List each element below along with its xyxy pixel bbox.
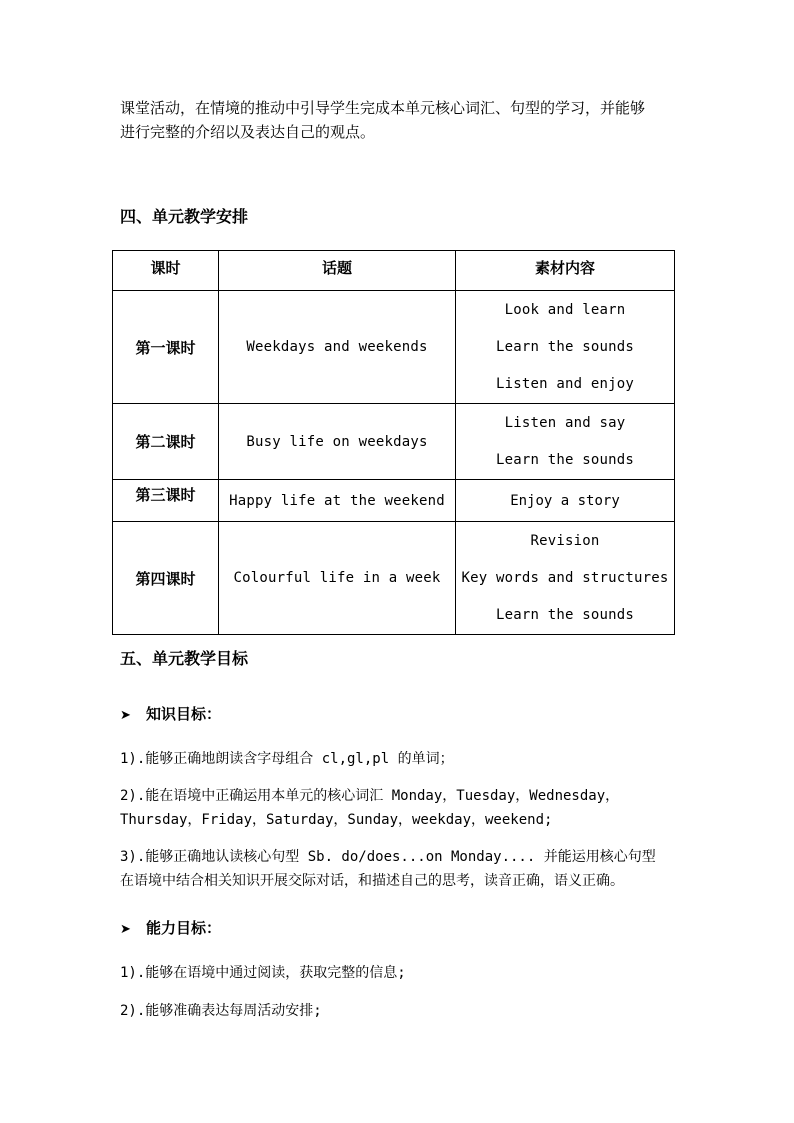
table-row — [113, 404, 675, 480]
arrowhead-bullet-icon: ➤ — [120, 922, 131, 937]
ability-goals-heading — [120, 917, 221, 941]
header-topic: 话题 — [219, 251, 456, 291]
ability-goal-2: 2).能够准确表达每周活动安排; — [120, 1003, 322, 1019]
material-item: Listen and say — [504, 414, 626, 431]
material-item: Enjoy a story — [510, 492, 620, 509]
topic-cell: Colourful life in a week — [219, 522, 456, 635]
table-row — [113, 480, 675, 522]
teaching-schedule-table — [112, 250, 675, 635]
intro-line-2: 进行完整的介绍以及表达自己的观点。 — [120, 123, 376, 141]
lesson-cell: 第二课时 — [113, 404, 219, 480]
arrowhead-bullet-icon: ➤ — [120, 708, 131, 723]
section-5-title: 五、单元教学目标 — [120, 649, 249, 668]
material-item: Learn the sounds — [495, 606, 635, 623]
knowledge-goal-2-line-1: 2).能在语境中正确运用本单元的核心词汇 Monday，Tuesday，Wednesday， — [120, 788, 620, 804]
section-4-title: 四、单元教学安排 — [120, 207, 249, 226]
material-item: Learn the sounds — [495, 451, 635, 468]
materials-cell — [456, 404, 675, 480]
materials-cell — [456, 291, 675, 404]
knowledge-goal-3-line-2: 在语境中结合相关知识开展交际对话，和描述自己的思考，读音正确，语义正确。 — [120, 873, 624, 889]
topic-cell: Weekdays and weekends — [219, 291, 456, 404]
knowledge-goal-1: 1).能够正确地朗读含字母组合 cl,gl,pl 的单词； — [120, 751, 454, 767]
topic-cell: Happy life at the weekend — [219, 480, 456, 522]
materials-cell — [456, 480, 675, 522]
intro-line-1: 课堂活动，在情境的推动中引导学生完成本单元核心词汇、句型的学习，并能够 — [120, 99, 646, 117]
material-item: Look and learn — [504, 301, 626, 318]
knowledge-goal-2-line-2: Thursday，Friday，Saturday，Sunday，weekday，weekend; — [120, 812, 553, 828]
header-lesson: 课时 — [113, 251, 219, 291]
lesson-cell: 第三课时 — [113, 480, 219, 522]
table-row — [113, 291, 675, 404]
table-header-row — [113, 251, 675, 291]
table-row — [113, 522, 675, 635]
material-item: Key words and structures — [461, 569, 669, 586]
materials-cell — [456, 522, 675, 635]
lesson-cell: 第一课时 — [113, 291, 219, 404]
ability-goal-1: 1).能够在语境中通过阅读，获取完整的信息; — [120, 965, 406, 981]
knowledge-goal-3-line-1: 3).能够正确地认读核心句型 Sb. do/does...on Monday.... 并能运用核心句型 — [120, 849, 656, 865]
knowledge-goals-heading — [120, 703, 221, 727]
header-materials: 素材内容 — [456, 251, 675, 291]
lesson-cell: 第四课时 — [113, 522, 219, 635]
material-item: Listen and enjoy — [495, 375, 635, 392]
knowledge-goals-label: 知识目标： — [146, 705, 222, 723]
ability-goals-label: 能力目标： — [146, 919, 222, 937]
material-item: Revision — [530, 532, 600, 549]
topic-cell: Busy life on weekdays — [219, 404, 456, 480]
material-item: Learn the sounds — [495, 338, 635, 355]
